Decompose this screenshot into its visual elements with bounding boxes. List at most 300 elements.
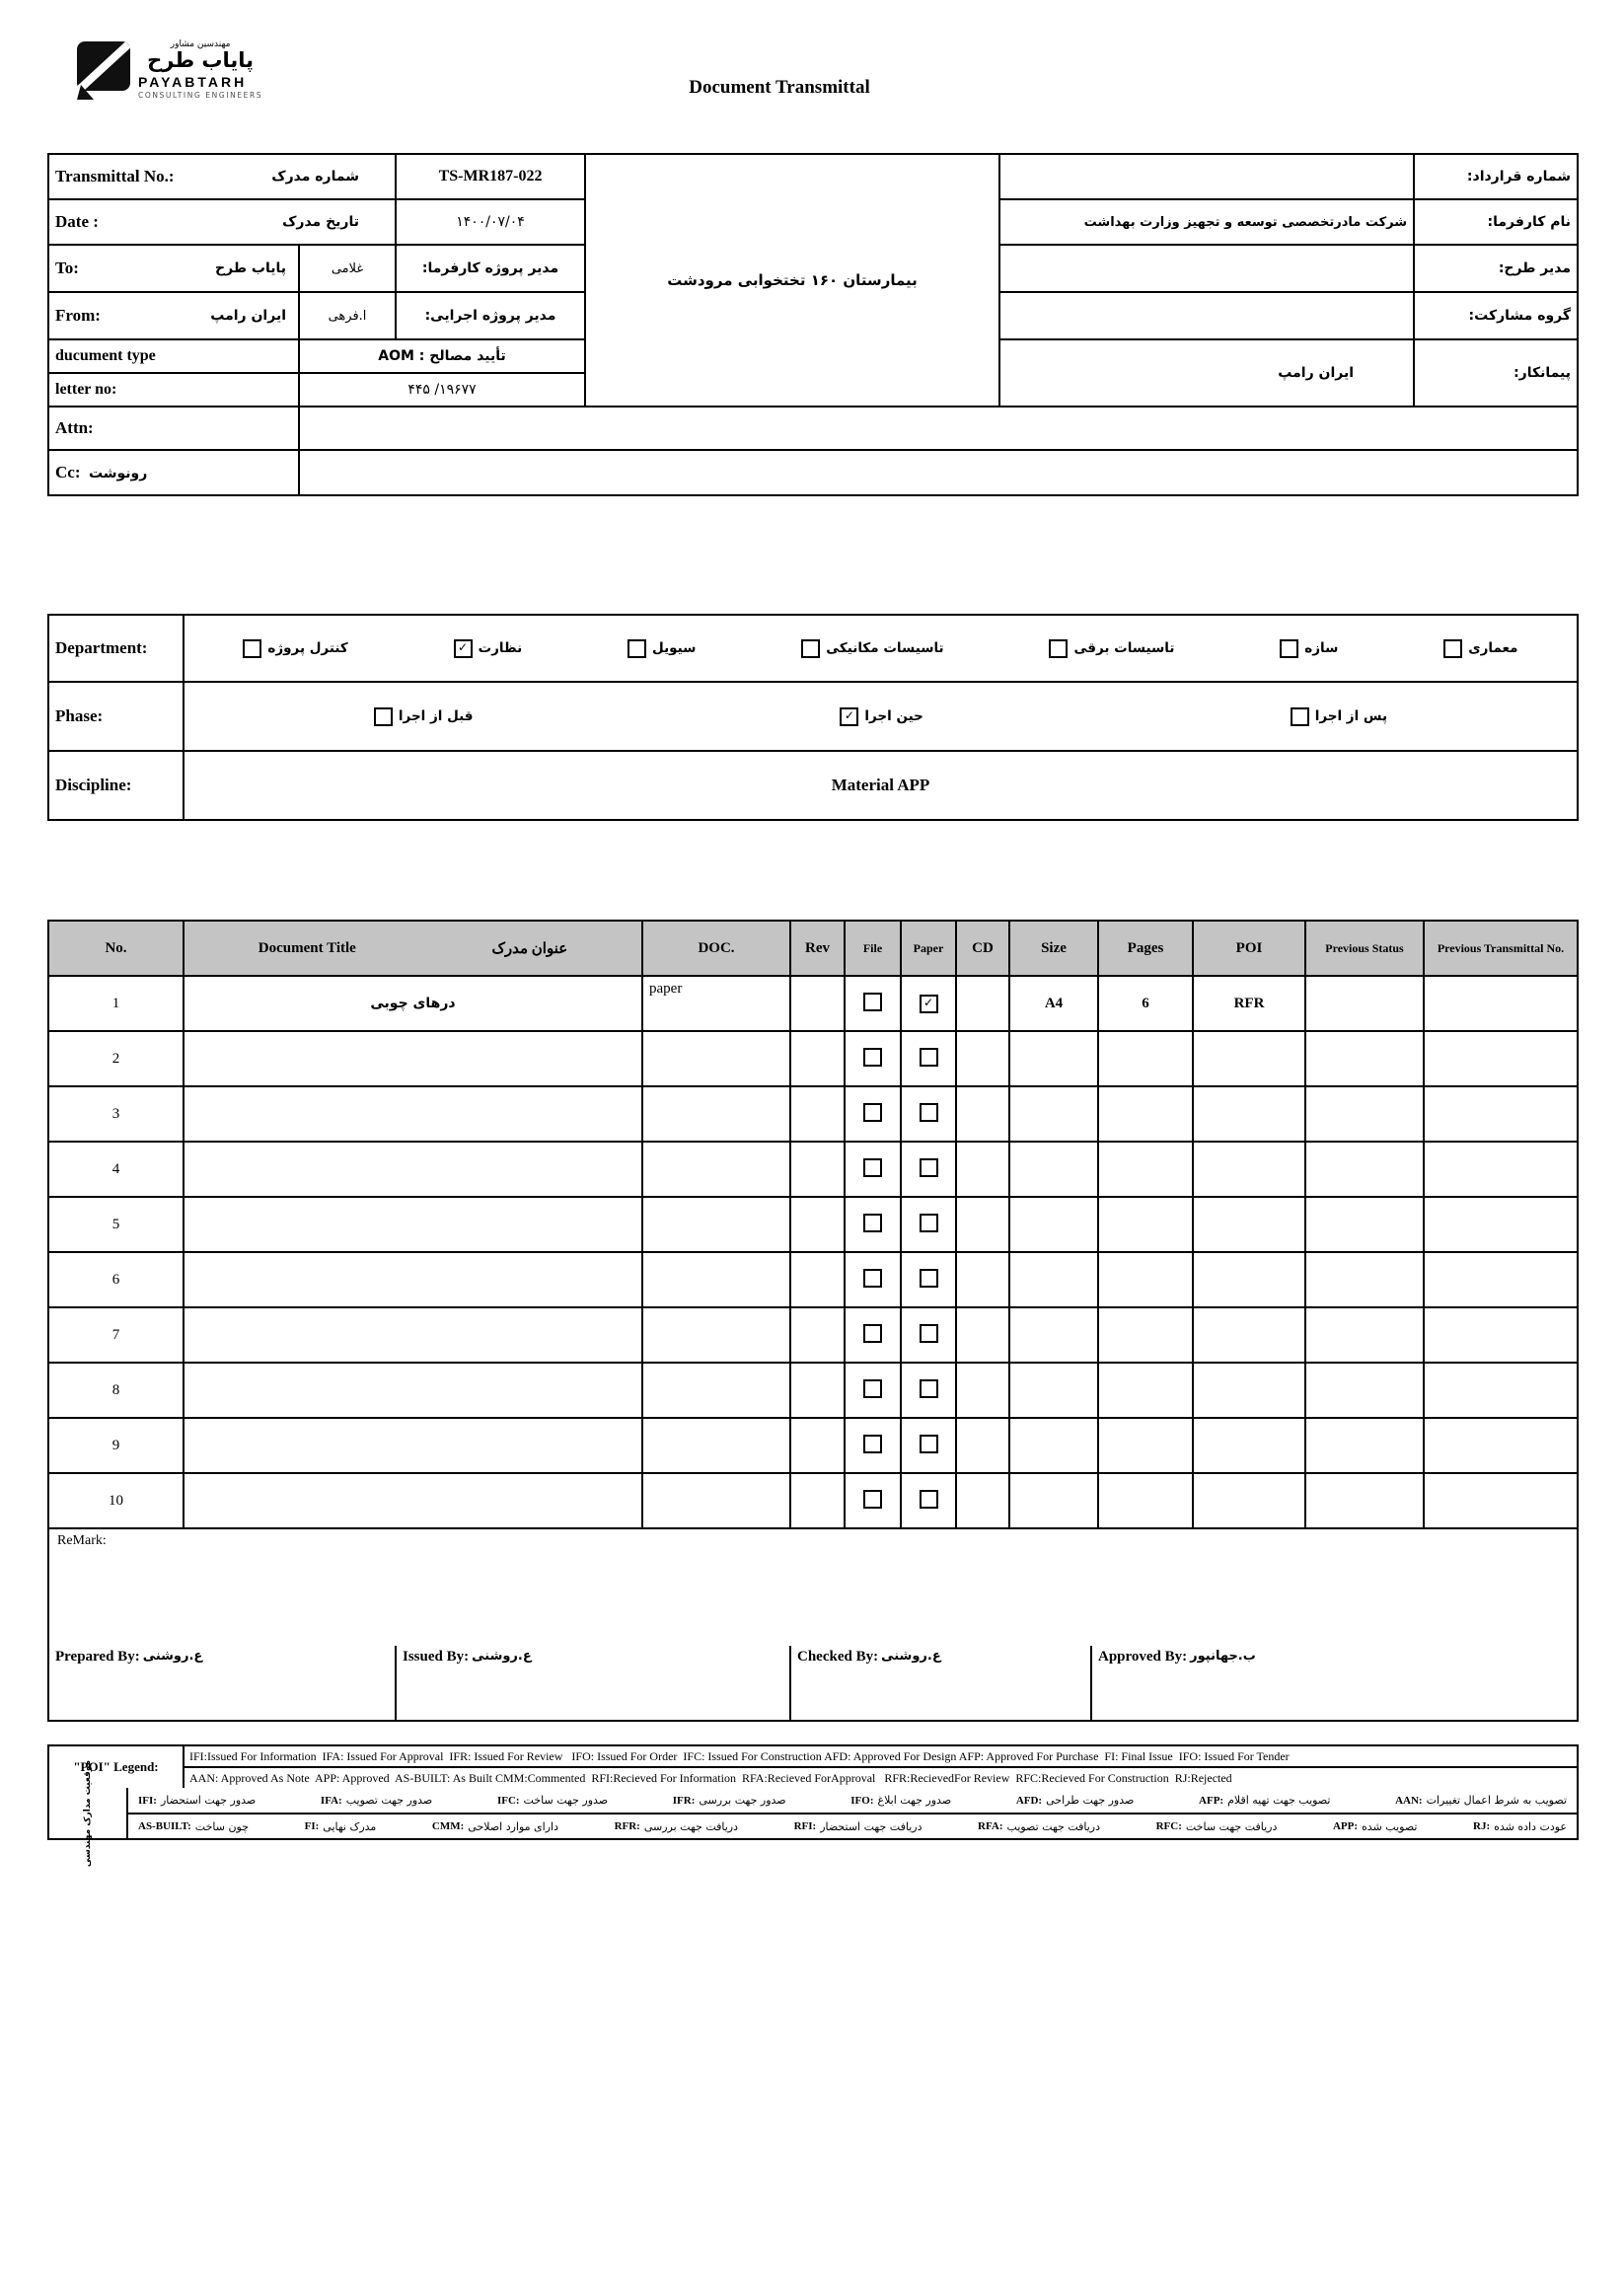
cell-file xyxy=(845,1142,901,1197)
cell-no: 6 xyxy=(48,1252,184,1307)
checkbox-label: پس از اجرا xyxy=(1314,708,1388,724)
checkbox-label: تاسیسات مکانیکی xyxy=(826,640,944,656)
contractor-label: پیمانکار: xyxy=(1414,339,1578,407)
cell-cd xyxy=(956,976,1009,1031)
cell-prev-transmittal xyxy=(1424,1197,1578,1252)
transmittal-no-label: Transmittal No.: xyxy=(55,167,175,185)
cc-row xyxy=(48,450,1578,495)
cell-title: درهای چوبی xyxy=(184,976,642,1031)
cell-no: 3 xyxy=(48,1086,184,1142)
col-header-title-fa: عنوان مدرک xyxy=(491,940,568,957)
department-option-structure[interactable] xyxy=(1280,639,1338,658)
cell-paper xyxy=(901,1252,956,1307)
cell-pages xyxy=(1098,1252,1193,1307)
table-row xyxy=(48,1142,1578,1197)
col-header-prev-transmittal: Previous Transmittal No. xyxy=(1424,921,1578,976)
cell-size xyxy=(1009,1142,1098,1197)
cell-poi xyxy=(1193,1252,1305,1307)
department-option-electrical[interactable] xyxy=(1049,639,1174,658)
cc-label: Cc: xyxy=(55,463,81,481)
cell-prev-transmittal xyxy=(1424,1473,1578,1528)
attn-label: Attn: xyxy=(55,418,94,437)
attn-row xyxy=(48,407,1578,450)
file-checkbox[interactable] xyxy=(863,1214,882,1232)
cc-label-cell xyxy=(48,450,299,495)
cell-doc xyxy=(642,1473,790,1528)
cell-title xyxy=(184,1142,642,1197)
letter-no-label-cell xyxy=(48,373,299,407)
cell-poi xyxy=(1193,1307,1305,1363)
contractor-value: ایران رامپ xyxy=(999,339,1414,407)
cell-doc xyxy=(642,1252,790,1307)
cell-pages xyxy=(1098,1473,1193,1528)
table-row xyxy=(48,1252,1578,1307)
cell-size xyxy=(1009,1473,1098,1528)
cc-label-fa: رونوشت xyxy=(88,466,148,481)
cell-poi xyxy=(1193,1473,1305,1528)
cell-pages xyxy=(1098,1197,1193,1252)
issued-by-label: Issued By: xyxy=(403,1649,470,1665)
cell-pages xyxy=(1098,1363,1193,1418)
cell-poi xyxy=(1193,1197,1305,1252)
checkbox[interactable] xyxy=(801,639,820,658)
legend-item: APP: تصویب شده xyxy=(1332,1819,1418,1833)
legend-item: RFA: دریافت جهت تصویب xyxy=(978,1819,1101,1833)
client-name-value: شرکت مادرتخصصی توسعه و تجهیز وزارت بهداشت xyxy=(999,199,1414,245)
cell-file xyxy=(845,1307,901,1363)
table-row xyxy=(48,976,1578,1031)
from-label-cell xyxy=(48,292,299,339)
checkbox-label: سازه xyxy=(1304,640,1339,656)
checkbox[interactable] xyxy=(1291,707,1309,726)
approved-by-name: ب.جهانپور xyxy=(1190,1649,1256,1664)
col-header-title-en: Document Title xyxy=(258,939,356,956)
legend-en-line-1: IFI:Issued For Information IFA: Issued For Approval IFR: Issued For Review IFO: Issued For Order IFC: Issued For Construction AFD: Approved For Design AFP: Approved For Purchase FI: Final Issue IFO: Issued For Tender xyxy=(184,1745,1578,1767)
doc-type-label: ducument type xyxy=(55,347,156,364)
cell-cd xyxy=(956,1197,1009,1252)
legend-item: AAN: تصویب به شرط اعمال تغییرات xyxy=(1395,1794,1567,1807)
checkbox[interactable] xyxy=(1049,639,1068,658)
phase-row xyxy=(48,682,1578,751)
cell-pages xyxy=(1098,1086,1193,1142)
checkbox-label: سیویل xyxy=(652,640,697,656)
table-row xyxy=(48,1473,1578,1528)
cell-poi xyxy=(1193,1031,1305,1086)
file-checkbox[interactable] xyxy=(863,1324,882,1343)
cell-paper xyxy=(901,1142,956,1197)
file-checkbox[interactable] xyxy=(863,1269,882,1288)
from-role-label: مدیر پروژه اجرایی: xyxy=(396,292,585,339)
legend-item: RFI: دریافت جهت استحضار xyxy=(793,1819,923,1833)
doc-type-label-cell xyxy=(48,339,299,373)
cell-rev xyxy=(790,1252,845,1307)
cell-prev-transmittal xyxy=(1424,1086,1578,1142)
logo-en-subtitle: CONSULTING ENGINEERS xyxy=(138,91,263,101)
file-checkbox[interactable] xyxy=(863,1048,882,1067)
cell-file xyxy=(845,1473,901,1528)
legend-item: RFR: دریافت جهت بررسی xyxy=(614,1819,739,1833)
legend-item: RJ: عودت داده شده xyxy=(1473,1819,1567,1833)
cell-rev xyxy=(790,1142,845,1197)
cell-cd xyxy=(956,1473,1009,1528)
legend-item: IFC: صدور جهت ساخت xyxy=(496,1794,609,1807)
issued-by-cell xyxy=(396,1646,790,1721)
cell-no: 10 xyxy=(48,1473,184,1528)
checkbox-label: حین اجرا xyxy=(864,708,923,724)
cell-cd xyxy=(956,1086,1009,1142)
cell-prev-transmittal xyxy=(1424,1363,1578,1418)
cell-paper xyxy=(901,1197,956,1252)
cell-prev-status xyxy=(1305,1086,1424,1142)
cell-file xyxy=(845,976,901,1031)
to-label-cell xyxy=(48,245,299,292)
cell-rev xyxy=(790,1418,845,1473)
remark-label: ReMark: xyxy=(57,1533,107,1548)
checked-by-cell xyxy=(790,1646,1091,1721)
legend-en-row-2 xyxy=(48,1767,1578,1789)
cell-size xyxy=(1009,1031,1098,1086)
discipline-label-cell xyxy=(48,751,184,820)
paper-checkbox[interactable] xyxy=(920,1048,938,1067)
project-name: بیمارستان ۱۶۰ تختخوابی مرودشت xyxy=(585,154,999,407)
legend-fa-line-2 xyxy=(127,1814,1578,1839)
phase-label: Phase: xyxy=(55,706,104,725)
table-row xyxy=(48,1031,1578,1086)
partnership-value xyxy=(999,292,1414,339)
legend-item: AFD: صدور جهت طراحی xyxy=(1015,1794,1135,1807)
department-table xyxy=(47,614,1579,821)
cell-pages: 6 xyxy=(1098,976,1193,1031)
cell-size xyxy=(1009,1086,1098,1142)
cell-title xyxy=(184,1031,642,1086)
cell-size xyxy=(1009,1363,1098,1418)
from-value: ایران رامپ xyxy=(210,308,286,324)
contract-no-label: شماره قرارداد: xyxy=(1414,154,1578,199)
cell-prev-status xyxy=(1305,976,1424,1031)
cell-prev-status xyxy=(1305,1142,1424,1197)
cell-paper xyxy=(901,1307,956,1363)
contract-no-value xyxy=(999,154,1414,199)
legend-item: RFC: دریافت جهت ساخت xyxy=(1155,1819,1278,1833)
legend-fa-row-1 xyxy=(48,1788,1578,1814)
table-row xyxy=(48,1307,1578,1363)
department-label-cell xyxy=(48,615,184,682)
doc-type-value: تأیید مصالح : AOM xyxy=(299,339,585,373)
phase-option-before-execution[interactable] xyxy=(374,707,474,726)
from-person-name: ا.فرهی xyxy=(299,292,396,339)
cell-paper xyxy=(901,1418,956,1473)
cell-rev xyxy=(790,1197,845,1252)
approved-by-label: Approved By: xyxy=(1098,1649,1188,1665)
checkbox[interactable] xyxy=(374,707,393,726)
client-name-label: نام کارفرما: xyxy=(1414,199,1578,245)
cell-title xyxy=(184,1252,642,1307)
discipline-label: Discipline: xyxy=(55,776,132,794)
cell-poi xyxy=(1193,1142,1305,1197)
table-row xyxy=(48,1197,1578,1252)
cell-no: 1 xyxy=(48,976,184,1031)
col-header-rev: Rev xyxy=(790,921,845,976)
cell-doc xyxy=(642,1197,790,1252)
col-header-doc: DOC. xyxy=(642,921,790,976)
cell-prev-status xyxy=(1305,1473,1424,1528)
legend-item: IFI: صدور جهت استحضار xyxy=(138,1794,257,1807)
checkbox-label: معماری xyxy=(1468,640,1518,656)
legend-item: IFA: صدور جهت تصویب xyxy=(320,1794,433,1807)
cell-rev xyxy=(790,976,845,1031)
cell-rev xyxy=(790,1363,845,1418)
prepared-by-cell xyxy=(48,1646,396,1721)
poi-legend-table xyxy=(47,1744,1579,1790)
checkbox-label: نظارت xyxy=(478,640,523,656)
cell-cd xyxy=(956,1363,1009,1418)
date-label: Date : xyxy=(55,212,99,231)
transmittal-row xyxy=(48,154,1578,199)
cc-value xyxy=(299,450,1578,495)
cell-prev-status xyxy=(1305,1363,1424,1418)
col-header-paper: Paper xyxy=(901,921,956,976)
cell-file xyxy=(845,1252,901,1307)
legend-fa-row-2 xyxy=(48,1814,1578,1839)
paper-checkbox[interactable] xyxy=(920,1379,938,1398)
cell-prev-status xyxy=(1305,1307,1424,1363)
file-checkbox[interactable] xyxy=(863,1158,882,1177)
cell-cd xyxy=(956,1418,1009,1473)
cell-prev-transmittal xyxy=(1424,976,1578,1031)
checkbox[interactable] xyxy=(1443,639,1462,658)
cell-doc xyxy=(642,1142,790,1197)
transmittal-no-label-fa: شماره مدرک xyxy=(271,169,360,185)
cell-size: A4 xyxy=(1009,976,1098,1031)
checkbox[interactable]: ✓ xyxy=(454,639,473,658)
cell-poi xyxy=(1193,1363,1305,1418)
cell-pages xyxy=(1098,1418,1193,1473)
cell-rev xyxy=(790,1086,845,1142)
col-header-prev-status: Previous Status xyxy=(1305,921,1424,976)
cell-rev xyxy=(790,1031,845,1086)
poi-legend-label: "POI" Legend: xyxy=(48,1745,184,1789)
paper-checkbox[interactable] xyxy=(920,1269,938,1288)
phase-option-after-execution[interactable] xyxy=(1291,707,1387,726)
cell-prev-transmittal xyxy=(1424,1252,1578,1307)
cell-prev-transmittal xyxy=(1424,1031,1578,1086)
col-header-pages: Pages xyxy=(1098,921,1193,976)
cell-prev-transmittal xyxy=(1424,1307,1578,1363)
cell-prev-status xyxy=(1305,1031,1424,1086)
letter-no-label: letter no: xyxy=(55,381,117,398)
legend-en-line-2: AAN: Approved As Note APP: Approved AS-BUILT: As Built CMM:Commented RFI:Recieved For Information RFA:Recieved ForApproval RFR:RecievedFor Review RFC:Recieved For Construction RJ:Rejected xyxy=(184,1767,1578,1789)
col-header-cd: CD xyxy=(956,921,1009,976)
discipline-value: Material APP xyxy=(184,751,1578,820)
phase-options-cell xyxy=(184,682,1578,751)
cell-poi: RFR xyxy=(1193,976,1305,1031)
department-options-cell xyxy=(184,615,1578,682)
cell-no: 4 xyxy=(48,1142,184,1197)
signature-row xyxy=(48,1646,1578,1721)
file-checkbox[interactable] xyxy=(863,993,882,1011)
table-row xyxy=(48,1086,1578,1142)
cell-file xyxy=(845,1086,901,1142)
file-checkbox[interactable] xyxy=(863,1379,882,1398)
remark-row xyxy=(48,1528,1578,1647)
cell-prev-transmittal xyxy=(1424,1418,1578,1473)
cell-paper xyxy=(901,1363,956,1418)
legend-item: AS-BUILT: چون ساخت xyxy=(138,1819,250,1833)
prepared-by-name: ع.روشنی xyxy=(142,1649,203,1664)
to-label: To: xyxy=(55,259,79,277)
checkbox-label: کنترل پروژه xyxy=(267,640,348,656)
cell-doc xyxy=(642,1031,790,1086)
file-checkbox[interactable] xyxy=(863,1435,882,1453)
cell-poi xyxy=(1193,1418,1305,1473)
paper-checkbox[interactable] xyxy=(920,1158,938,1177)
legend-en-row-1 xyxy=(48,1745,1578,1767)
cell-rev xyxy=(790,1307,845,1363)
phase-option-during-execution[interactable] xyxy=(840,707,923,726)
col-header-no: No. xyxy=(48,921,184,976)
date-label-fa: تاریخ مدرک xyxy=(282,214,360,230)
department-option-civil[interactable] xyxy=(627,639,696,658)
checkbox-label: قبل از اجرا xyxy=(398,708,474,724)
from-label: From: xyxy=(55,306,101,325)
cell-pages xyxy=(1098,1307,1193,1363)
cell-pages xyxy=(1098,1031,1193,1086)
checked-by-name: ع.روشنی xyxy=(881,1649,941,1664)
legend-item: CMM: دارای موارد اصلاحی xyxy=(431,1819,558,1833)
cell-no: 8 xyxy=(48,1363,184,1418)
cell-paper xyxy=(901,1031,956,1086)
legend-item: AFP: تصویب جهت تهیه اقلام xyxy=(1199,1794,1331,1807)
legend-fa-line-1 xyxy=(127,1788,1578,1814)
checkbox[interactable]: ✓ xyxy=(840,707,858,726)
design-manager-label: مدیر طرح: xyxy=(1414,245,1578,292)
cell-cd xyxy=(956,1307,1009,1363)
cell-paper xyxy=(901,976,956,1031)
checkbox[interactable] xyxy=(627,639,646,658)
cell-cd xyxy=(956,1142,1009,1197)
checkbox-label: تاسیسات برقی xyxy=(1073,640,1175,656)
cell-paper xyxy=(901,1086,956,1142)
cell-doc xyxy=(642,1418,790,1473)
legend-item: IFO: صدور جهت ابلاغ xyxy=(850,1794,952,1807)
cell-cd xyxy=(956,1031,1009,1086)
department-row xyxy=(48,615,1578,682)
logo-fa-title: پایاب طرح xyxy=(147,48,255,72)
cell-size xyxy=(1009,1252,1098,1307)
cell-prev-status xyxy=(1305,1418,1424,1473)
date-value: ۱۴۰۰/۰۷/۰۴ xyxy=(396,199,585,245)
cell-file xyxy=(845,1031,901,1086)
cell-size xyxy=(1009,1307,1098,1363)
cell-rev xyxy=(790,1473,845,1528)
paper-checkbox[interactable] xyxy=(920,1103,938,1122)
header-table xyxy=(47,153,1579,496)
to-role-label: مدیر پروژه کارفرما: xyxy=(396,245,585,292)
cell-prev-status xyxy=(1305,1197,1424,1252)
file-checkbox[interactable] xyxy=(863,1103,882,1122)
cell-doc xyxy=(642,1363,790,1418)
department-label: Department: xyxy=(55,638,148,657)
legend-item: FI: مدرک نهایی xyxy=(304,1819,377,1833)
cell-file xyxy=(845,1418,901,1473)
page-title: Document Transmittal xyxy=(689,77,870,98)
document-list-table xyxy=(47,920,1579,1648)
cell-prev-status xyxy=(1305,1252,1424,1307)
cell-prev-transmittal xyxy=(1424,1142,1578,1197)
cell-pages xyxy=(1098,1142,1193,1197)
col-header-poi: POI xyxy=(1193,921,1305,976)
department-option-mechanical[interactable] xyxy=(801,639,943,658)
legend-side-label: موقعیت مدارک مهندسی xyxy=(83,1759,93,1867)
department-option-project-control[interactable] xyxy=(243,639,347,658)
logo-en-title: PAYABTARH xyxy=(138,74,248,91)
cell-title xyxy=(184,1307,642,1363)
paper-checkbox[interactable] xyxy=(920,1435,938,1453)
table-row xyxy=(48,1363,1578,1418)
cell-title xyxy=(184,1197,642,1252)
logo-fa-subtitle: مهندسین مشاور xyxy=(170,39,231,49)
checkbox[interactable] xyxy=(243,639,261,658)
to-value: پایاب طرح xyxy=(215,260,286,276)
remark-cell xyxy=(48,1528,1578,1647)
cell-poi xyxy=(1193,1086,1305,1142)
paper-checkbox[interactable] xyxy=(920,1214,938,1232)
paper-checkbox[interactable]: ✓ xyxy=(920,995,938,1013)
date-label-cell xyxy=(48,199,396,245)
department-option-supervision[interactable] xyxy=(454,639,523,658)
partnership-label: گروه مشارکت: xyxy=(1414,292,1578,339)
transmittal-label-cell xyxy=(48,154,396,199)
cell-no: 2 xyxy=(48,1031,184,1086)
col-header-title xyxy=(184,921,642,976)
cell-doc: paper xyxy=(642,976,790,1031)
col-header-file: File xyxy=(845,921,901,976)
col-header-size: Size xyxy=(1009,921,1098,976)
paper-checkbox[interactable] xyxy=(920,1324,938,1343)
c ell-title xyxy=(184,1363,642,1418)
issued-by-name: ع.روشنی xyxy=(472,1649,532,1664)
cell-size xyxy=(1009,1418,1098,1473)
paper-checkbox[interactable] xyxy=(920,1490,938,1509)
legend-item: IFR: صدور جهت بررسی xyxy=(672,1794,786,1807)
cell-file xyxy=(845,1197,901,1252)
attn-value xyxy=(299,407,1578,450)
document-table-header-row xyxy=(48,921,1578,976)
design-manager-value xyxy=(999,245,1414,292)
transmittal-no-value: TS-MR187-022 xyxy=(396,154,585,199)
checked-by-label: Checked By: xyxy=(797,1649,879,1665)
cell-doc xyxy=(642,1086,790,1142)
to-person-name: غلامی xyxy=(299,245,396,292)
cell-no: 5 xyxy=(48,1197,184,1252)
cell-cd xyxy=(956,1252,1009,1307)
letter-no-value: ۴۴۵ /۱۹۶۷۷ xyxy=(299,373,585,407)
cell-title xyxy=(184,1418,642,1473)
cell-doc xyxy=(642,1307,790,1363)
cell-no: 9 xyxy=(48,1418,184,1473)
file-checkbox[interactable] xyxy=(863,1490,882,1509)
cell-title xyxy=(184,1473,642,1528)
department-option-architecture[interactable] xyxy=(1443,639,1517,658)
prepared-by-label: Prepared By: xyxy=(55,1649,140,1665)
attn-label-cell xyxy=(48,407,299,450)
checkbox[interactable] xyxy=(1280,639,1298,658)
approved-by-cell xyxy=(1091,1646,1578,1721)
cell-no: 7 xyxy=(48,1307,184,1363)
cell-size xyxy=(1009,1197,1098,1252)
cell-title xyxy=(184,1086,642,1142)
signature-table xyxy=(47,1646,1579,1722)
